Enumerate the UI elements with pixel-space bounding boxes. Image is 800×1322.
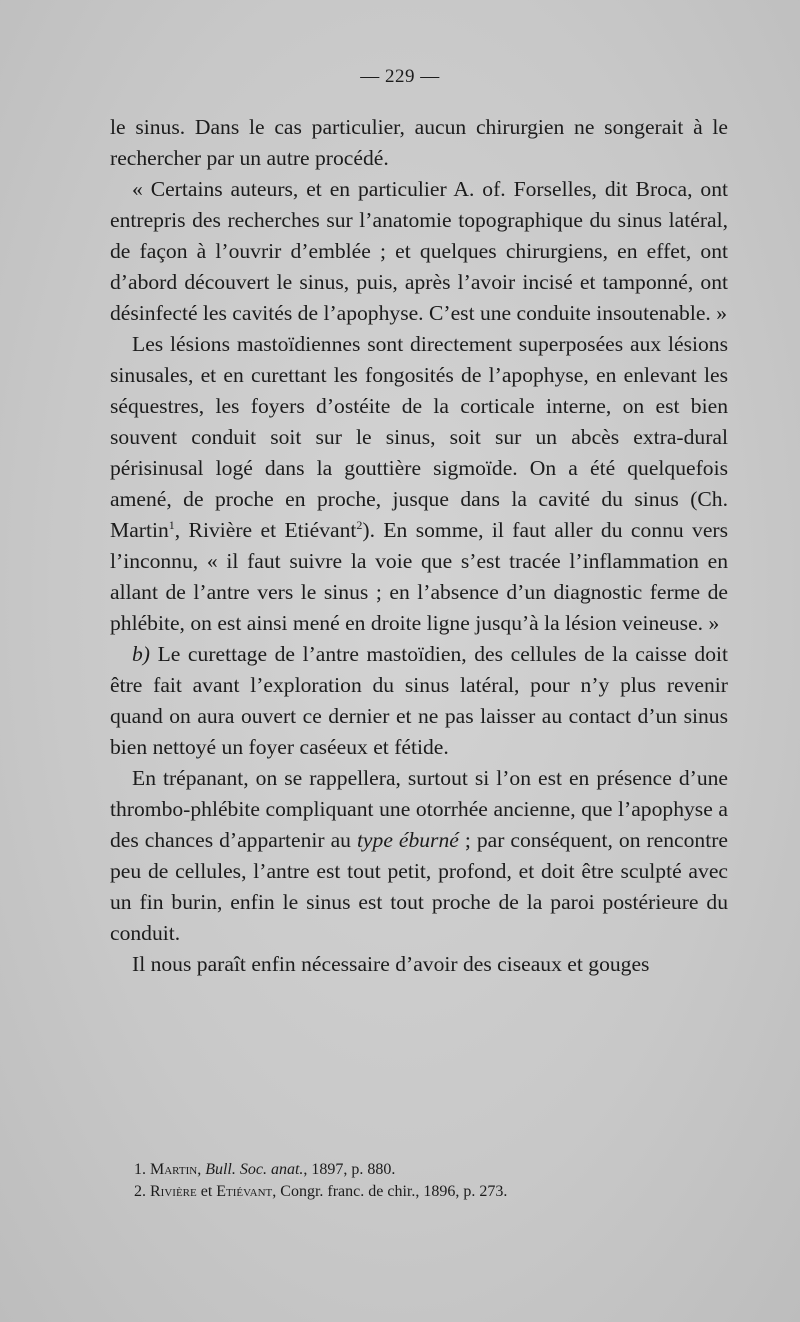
paragraph-2: « Certains auteurs, et en particulier A. of. Forselles, dit Broca, ont entrepris des recherches sur l’anatomie topographique du sinus latéral, de façon à l’ouvrir d’emblée ; et quelques chirurgiens, en effet, ont d’abord découvert le sinus, puis, après l’avoir incisé et tamponné, ont désinfecté les cavités de l’apophyse. C’est une conduite insoutenable. » — [110, 177, 728, 325]
section-label: b) — [132, 642, 150, 666]
footnote-1-author: Martin — [150, 1161, 198, 1178]
footnote-1-source: Bull. Soc. anat. — [205, 1161, 304, 1178]
footnote-2-number: 2. — [134, 1183, 146, 1200]
footnote-ref-2: 2 — [356, 517, 363, 532]
footnotes — [134, 1159, 728, 1203]
footnote-2 — [134, 1181, 728, 1203]
paragraph-3 — [110, 329, 728, 639]
paragraph-6: Il nous paraît enfin nécessaire d’avoir des ciseaux et gouges — [132, 952, 650, 976]
footnote-2-author: Rivière — [150, 1183, 197, 1200]
footnote-1-number: 1. — [134, 1161, 146, 1178]
footnote-ref-1: 1 — [168, 517, 175, 532]
paragraph-4-text: Le curettage de l’antre mastoïdien, des cellules de la caisse doit être fait avant l’exploration du sinus latéral, pour n’y plus revenir quand on aura ouvert ce dernier et ne pas laisser au contact d’un sinus bien nettoyé un foyer caséeux et fétide. — [110, 642, 728, 759]
paragraph-3-part-1: Les lésions mastoïdiennes sont directement superposées aux lésions sinusales, et en curettant les fongosités de l’apophyse, en enlevant les séquestres, les foyers d’ostéite de la corticale interne, on est bien souvent conduit soit sur le sinus, soit sur un abcès extra-dural périsinusal logé dans la gouttière sigmoïde. On a été quelquefois amené, de proche en proche, jusque dans la cavité du sinus (Ch. Martin — [110, 332, 728, 542]
footnote-1-sep: , — [197, 1161, 206, 1178]
footnote-1 — [134, 1159, 728, 1181]
footnote-2-mid: et — [196, 1183, 217, 1200]
paragraph-5-italic: type éburné — [356, 828, 459, 852]
paragraph-1: le sinus. Dans le cas particulier, aucun chirurgien ne songerait à le rechercher par un autre procédé. — [110, 115, 728, 170]
paragraph-4 — [110, 639, 728, 763]
paragraph-5 — [110, 763, 728, 949]
main-text — [110, 112, 728, 980]
paragraph-5-part-1: En trépanant, on se rappellera, surtout si l’on est en présence d’une thrombo-phlébite compliquant une otorrhée ancienne, que l’apophyse a des chances d’appartenir au — [110, 766, 728, 852]
page-number: — 229 — — [360, 66, 440, 87]
paragraph-3-part-2: , Rivière et Etiévant — [174, 518, 357, 542]
paragraph-3-part-3: ). En somme, il faut aller du connu vers l’inconnu, « il faut suivre la voie que s’est tracée l’inflammation en allant de l’antre vers le sinus ; en l’absence d’un diagnostic ferme de phlébite, on est ainsi mené en droite ligne jusqu’à la lésion veineuse. » — [110, 518, 729, 635]
footnote-1-rest: , 1897, p. 880. — [303, 1161, 396, 1178]
paragraph-5-part-2: ; par conséquent, on rencontre peu de cellules, l’antre est tout petit, profond, et doit être sculpté avec un fin burin, enfin le sinus est tout proche de la paroi postérieure du conduit. — [110, 828, 728, 945]
footnote-2-author-2: Etiévant — [216, 1183, 273, 1200]
footnote-2-rest: , Congr. franc. de chir., 1896, p. 273. — [272, 1183, 508, 1200]
